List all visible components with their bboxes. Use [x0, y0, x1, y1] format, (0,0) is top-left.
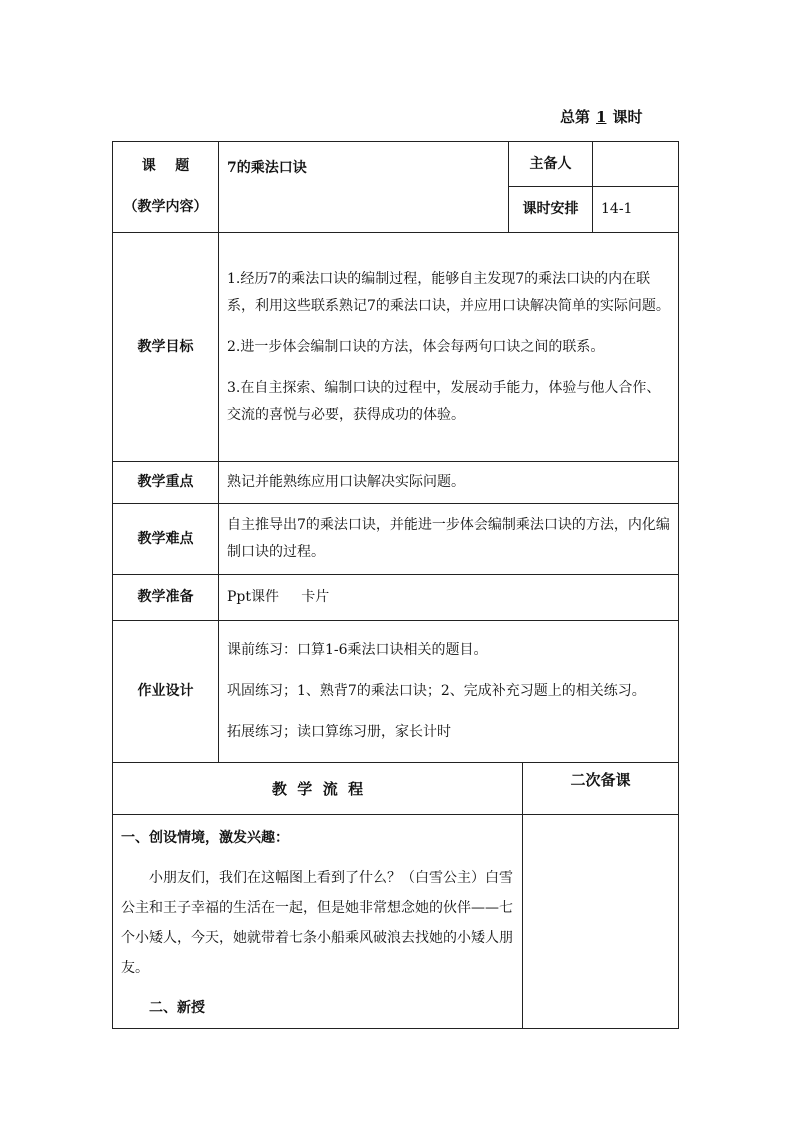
homework-item: 拓展练习；读口算练习册，家长计时: [227, 724, 451, 740]
flow-body: [113, 815, 523, 1029]
topic-label: 课 题: [141, 158, 190, 174]
schedule-label: 课时安排: [509, 187, 593, 233]
homework-row: [113, 621, 679, 763]
preparation-row: [113, 575, 679, 621]
topic-row: [113, 142, 679, 187]
objectives-content: [219, 233, 679, 462]
schedule-value: 14-1: [593, 187, 679, 233]
lesson-number-header: [560, 106, 680, 127]
objective-item: 3.在自主探索、编制口诀的过程中，发展动手能力，体验与他人合作、交流的喜悦与必要，获得成功的体验。: [227, 379, 661, 423]
difficulties-label: 教学难点: [113, 504, 219, 575]
homework-item: 巩固练习；1、熟背7的乘法口诀；2、完成补充习题上的相关练习。: [227, 683, 646, 699]
teaching-flow-table: [112, 762, 679, 1029]
lesson-number: 1: [596, 108, 607, 126]
key-points-label: 教学重点: [113, 462, 219, 504]
section1-text: 小朋友们，我们在这幅图上看到了什么？（白雪公主）白雪公主和王子幸福的生活在一起，但是她非常想念她的伙伴——七个小矮人，今天，她就带着七条小船乘风破浪去找她的小矮人朋友。: [121, 870, 513, 976]
owner-label: 主备人: [509, 142, 593, 187]
flow-header-row: [113, 763, 679, 815]
key-points-text: 熟记并能熟练应用口诀解决实际问题。: [219, 462, 679, 504]
second-prep-notes: [523, 815, 679, 1029]
second-prep-header: 二次备课: [523, 763, 679, 815]
homework-item: 课前练习：口算1-6乘法口诀相关的题目。: [227, 642, 488, 658]
difficulties-row: [113, 504, 679, 575]
homework-content: [219, 621, 679, 763]
preparation-text: Ppt课件 卡片: [219, 575, 679, 621]
flow-body-row: [113, 815, 679, 1029]
objective-item: 2.进一步体会编制口诀的方法，体会每两句口诀之间的联系。: [227, 338, 605, 355]
difficulties-text: 自主推导出7的乘法口诀，并能进一步体会编制乘法口诀的方法，内化编制口诀的过程。: [219, 504, 679, 575]
flow-header: 教 学 流 程: [113, 763, 523, 815]
header-prefix: 总第: [560, 108, 591, 126]
objective-item: 1.经历7的乘法口诀的编制过程，能够自主发现7的乘法口诀的内在联系，利用这些联系熟记7的乘法口诀，并应用口诀解决简单的实际问题。: [227, 270, 670, 314]
section1-title: 一、创设情境，激发兴趣：: [121, 830, 289, 846]
owner-value: [593, 142, 679, 187]
lesson-title: 7的乘法口诀: [219, 142, 509, 233]
lesson-plan-table: [112, 141, 679, 763]
homework-label: 作业设计: [113, 621, 219, 763]
topic-sublabel: （教学内容）: [123, 199, 208, 215]
preparation-label: 教学准备: [113, 575, 219, 621]
topic-label-cell: [113, 142, 219, 233]
objectives-row: [113, 233, 679, 462]
header-suffix: 课时: [612, 108, 643, 126]
objectives-label: 教学目标: [113, 233, 219, 462]
section2-title: 二、新授: [149, 1000, 205, 1016]
key-points-row: [113, 462, 679, 504]
